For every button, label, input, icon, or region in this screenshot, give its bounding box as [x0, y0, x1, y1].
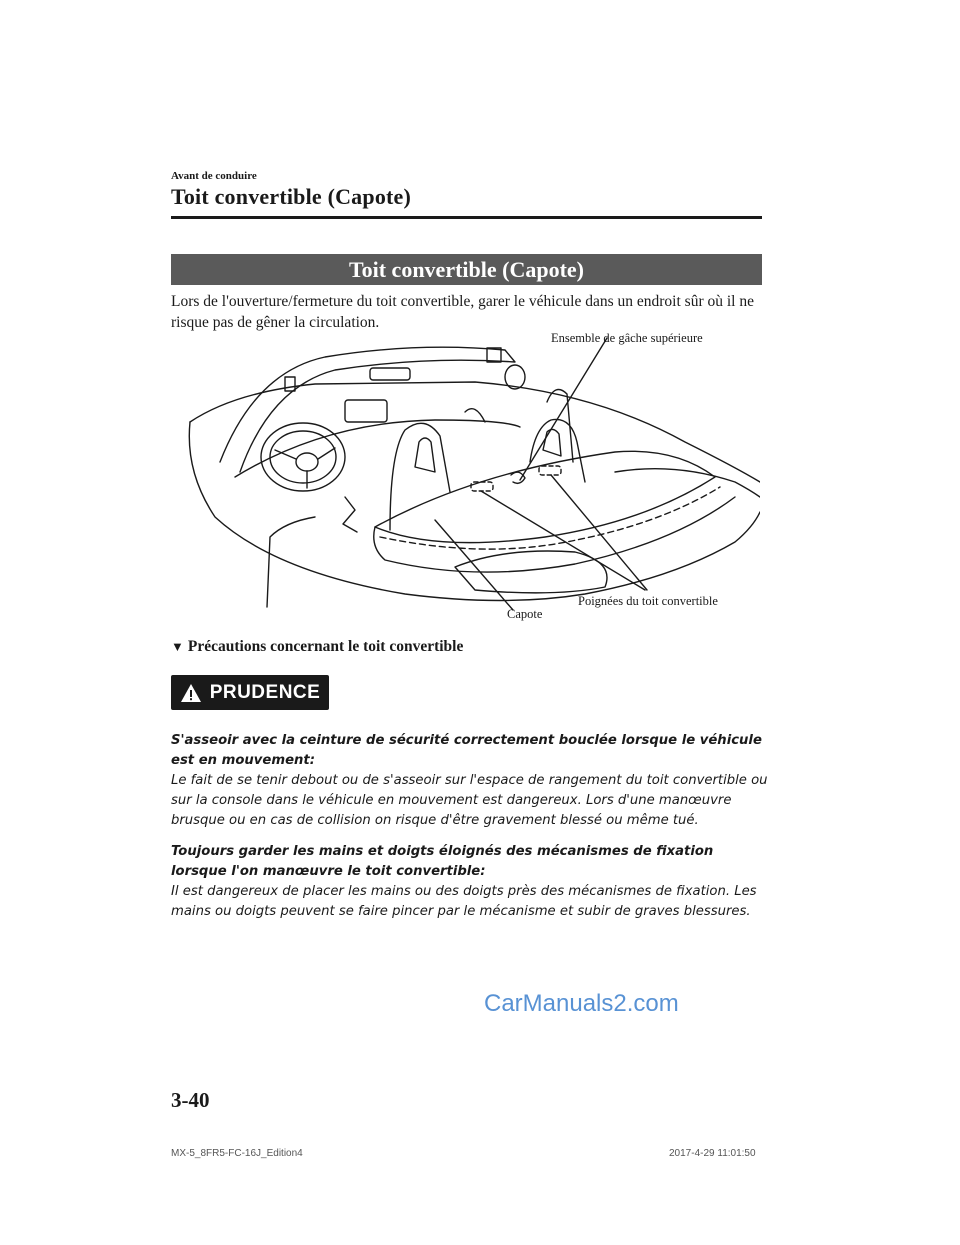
subheading-text: Précautions concernant le toit convertible — [187, 638, 464, 655]
footer-timestamp: 2017-4-29 11:01:50 — [669, 1148, 756, 1159]
convertible-top-illustration — [175, 332, 760, 624]
section-title: Toit convertible (Capote) — [171, 184, 412, 209]
label-capote: Capote — [507, 607, 543, 621]
triangle-down-icon: ▼ — [171, 639, 184, 654]
label-upper-latch: Ensemble de gâche supérieure — [551, 331, 703, 345]
caution-label: PRUDENCE — [209, 681, 321, 703]
intro-paragraph: Lors de l'ouverture/fermeture du toit convertible, garer le véhicule dans un endroit sûr où il ne risque pas de gêner la circulation. — [171, 293, 754, 331]
warning-triangle-icon — [180, 683, 202, 703]
label-roof-handles: Poignées du toit convertible — [578, 594, 718, 608]
footer-doc-id: MX-5_8FR5-FC-16J_Edition4 — [171, 1148, 303, 1159]
page-number: 3-40 — [171, 1088, 210, 1112]
caution-item-title: Toujours garder les mains et doigts éloignés des mécanismes de fixation lorsque l'on manœuvre le toit convertible: — [171, 844, 714, 879]
caution-item-seatbelt — [171, 731, 771, 831]
caution-item-body: Il est dangereux de placer les mains ou des doigts près des mécanismes de fixation. Les mains ou doigts peuvent se faire pincer par le mécanisme et subir de graves blessures. — [171, 884, 757, 919]
caution-item-body: Le fait de se tenir debout ou de s'asseoir sur l'espace de rangement du toit convertible ou sur la console dans le véhicule en mouvement est dangereux. Lors d'une manœuvre brusque ou en cas de collision on risque d'être gravement blessé ou même tué. — [171, 773, 768, 828]
caution-item-title: S'asseoir avec la ceinture de sécurité correctement bouclée lorsque le véhicule est en mouvement: — [171, 733, 762, 768]
header-rule — [171, 216, 762, 219]
caution-item-hands — [171, 842, 771, 922]
car-interior-drawing — [175, 332, 760, 624]
precautions-subheading — [171, 638, 463, 656]
topic-banner: Toit convertible (Capote) — [171, 254, 762, 285]
watermark-link[interactable]: CarManuals2.com — [484, 990, 679, 1017]
caution-badge — [171, 675, 329, 710]
chapter-header: Avant de conduire — [171, 170, 257, 182]
